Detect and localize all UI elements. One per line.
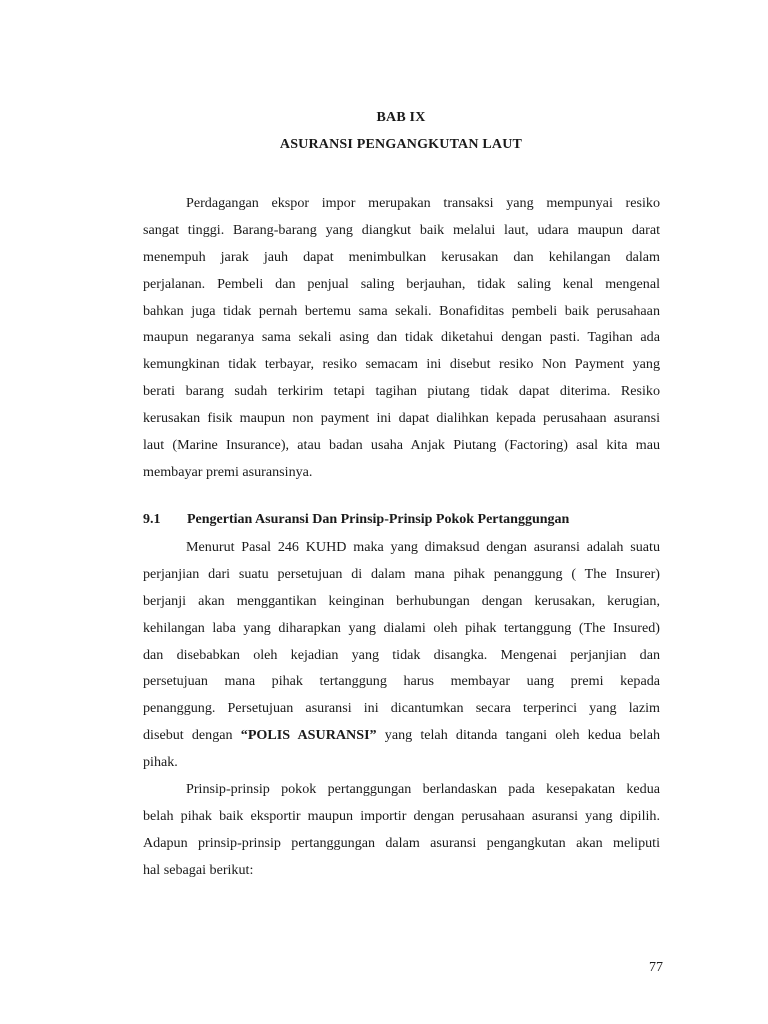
text-line: kehilangan laba yang diharapkan yang dialami oleh pihak tertanggung (The Insured) <box>143 619 660 636</box>
text-line: menempuh jarak jauh dapat menimbulkan kerusakan dan kehilangan dalam <box>143 248 660 265</box>
text-line: berati barang sudah terkirim tetapi tagihan piutang tidak dapat diterima. Resiko <box>143 383 660 400</box>
text-line: penanggung. Persetujuan asuransi ini dicantumkan secara terperinci yang lazim <box>143 700 660 717</box>
text-line: sangat tinggi. Barang-barang yang diangkut baik melalui laut, udara maupun darat <box>143 221 660 238</box>
text-segment: disebut dengan <box>143 727 241 744</box>
text-line <box>143 722 660 749</box>
text-line: kemungkinan tidak terbayar, resiko semacam ini disebut resiko Non Payment yang <box>143 356 660 373</box>
text-line: pihak. <box>143 754 178 771</box>
text-line: maupun negaranya sama sekali asing dan tidak diketahui dengan pasti. Tagihan ada <box>143 329 660 346</box>
text-line: Perdagangan ekspor impor merupakan transaksi yang mempunyai resiko <box>186 195 660 211</box>
text-line: Adapun prinsip-prinsip pertanggungan dalam asuransi pengangkutan akan meliputi <box>143 834 660 851</box>
text-line: persetujuan mana pihak tertanggung harus membayar uang premi kepada <box>143 673 660 690</box>
section-heading <box>143 512 663 528</box>
text-line: kerusakan fisik maupun non payment ini dapat dialihkan kepada perusahaan asuransi <box>143 410 660 427</box>
text-line: bahkan juga tidak pernah bertemu sama sekali. Bonafiditas pembeli baik perusahaan <box>143 302 660 319</box>
text-line: berjanji akan menggantikan keinginan berhubungan dengan kerusakan, kerugian, <box>143 592 660 609</box>
section-title: Pengertian Asuransi Dan Prinsip-Prinsip Pokok Pertanggungan <box>187 512 570 527</box>
chapter-title: ASURANSI PENGANGKUTAN LAUT <box>279 137 523 152</box>
text-line: Prinsip-prinsip pokok pertanggungan berlandaskan pada kesepakatan kedua <box>186 781 660 797</box>
text-line: Menurut Pasal 246 KUHD maka yang dimaksud dengan asuransi adalah suatu <box>186 539 660 555</box>
text-line: dan disebabkan oleh kejadian yang tidak disangka. Mengenai perjanjian dan <box>143 646 660 663</box>
polis-asuransi-term: “POLIS ASURANSI” <box>240 727 377 744</box>
section-number: 9.1 <box>143 512 161 527</box>
text-line: perjanjian dari suatu persetujuan di dalam mana pihak penanggung ( The Insurer) <box>143 565 660 582</box>
page-number: 77 <box>649 960 663 975</box>
definition-paragraph <box>143 534 660 776</box>
principles-paragraph <box>143 776 660 884</box>
text-line: laut (Marine Insurance), atau badan usaha Anjak Piutang (Factoring) asal kita mau <box>143 437 660 454</box>
text-line: belah pihak baik eksportir maupun importir dengan perusahaan asuransi yang dipilih. <box>143 807 660 824</box>
chapter-heading: BAB IX <box>376 110 426 125</box>
intro-paragraph <box>143 190 660 486</box>
text-line: perjalanan. Pembeli dan penjual saling berjauhan, tidak saling kenal mengenal <box>143 275 660 292</box>
text-segment: yang telah ditanda tangani oleh kedua belah <box>376 727 661 744</box>
text-line: hal sebagai berikut: <box>143 861 254 878</box>
text-line: membayar premi asuransinya. <box>143 463 313 480</box>
